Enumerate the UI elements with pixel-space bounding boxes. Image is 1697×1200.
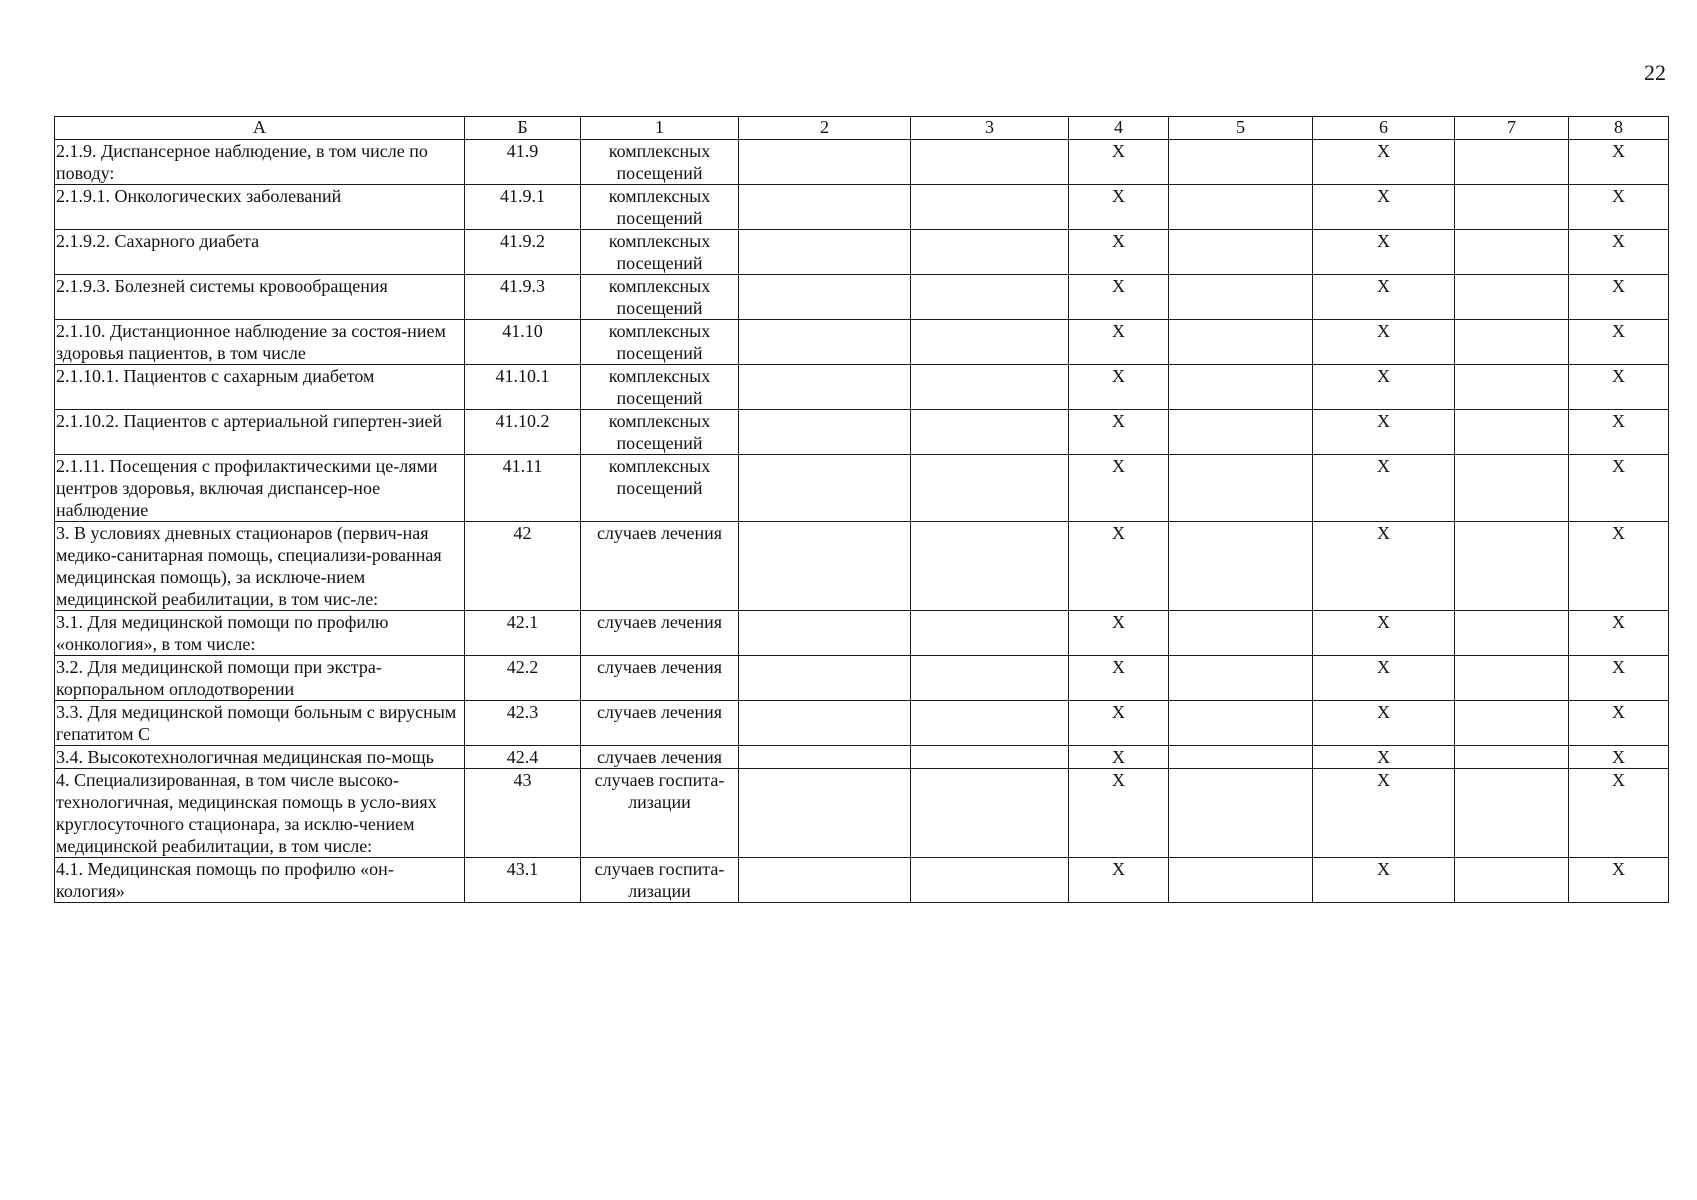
row-col7-cell [1455, 746, 1569, 769]
row-col3-cell [911, 611, 1069, 656]
row-col2-cell [739, 275, 911, 320]
row-col2-cell [739, 140, 911, 185]
table-row [55, 320, 1669, 365]
row-name-cell: 2.1.9. Диспансерное наблюдение, в том числе по поводу: [55, 140, 465, 185]
row-col8-cell: Х [1569, 275, 1669, 320]
row-col8-cell: Х [1569, 455, 1669, 522]
row-col8-cell: Х [1569, 185, 1669, 230]
row-col3-cell [911, 858, 1069, 903]
table-row [55, 365, 1669, 410]
row-code-cell: 42.1 [465, 611, 581, 656]
row-col5-cell [1169, 275, 1313, 320]
row-name-cell: 2.1.9.1. Онкологических заболеваний [55, 185, 465, 230]
row-col7-cell [1455, 701, 1569, 746]
row-col4-cell: Х [1069, 455, 1169, 522]
row-col2-cell [739, 410, 911, 455]
row-col2-cell [739, 746, 911, 769]
row-col5-cell [1169, 701, 1313, 746]
row-unit-cell: комплексных посещений [581, 140, 739, 185]
row-col4-cell: Х [1069, 858, 1169, 903]
row-col3-cell [911, 365, 1069, 410]
row-col3-cell [911, 522, 1069, 611]
row-unit-cell: случаев госпита-лизации [581, 769, 739, 858]
table-row [55, 522, 1669, 611]
row-col7-cell [1455, 275, 1569, 320]
row-col2-cell [739, 320, 911, 365]
row-code-cell: 42.2 [465, 656, 581, 701]
row-code-cell: 43 [465, 769, 581, 858]
row-name-cell: 2.1.11. Посещения с профилактическими це-лями центров здоровья, включая диспансер-ное наблюдение [55, 455, 465, 522]
row-col2-cell [739, 185, 911, 230]
row-col6-cell: Х [1313, 230, 1455, 275]
row-col6-cell: Х [1313, 701, 1455, 746]
row-col7-cell [1455, 522, 1569, 611]
row-col7-cell [1455, 320, 1569, 365]
data-table [54, 116, 1669, 903]
row-col6-cell: Х [1313, 522, 1455, 611]
row-col4-cell: Х [1069, 230, 1169, 275]
row-code-cell: 41.10.2 [465, 410, 581, 455]
row-name-cell: 3. В условиях дневных стационаров (первич-ная медико-санитарная помощь, специализи-рованная медицинская помощь), за исключе-нием медицинской реабилитации, в том чис-ле: [55, 522, 465, 611]
table-row [55, 611, 1669, 656]
row-col4-cell: Х [1069, 140, 1169, 185]
row-code-cell: 41.9 [465, 140, 581, 185]
row-col7-cell [1455, 410, 1569, 455]
row-col8-cell: Х [1569, 611, 1669, 656]
row-col6-cell: Х [1313, 858, 1455, 903]
column-header-2: 2 [739, 117, 911, 140]
row-unit-cell: случаев лечения [581, 746, 739, 769]
row-col6-cell: Х [1313, 455, 1455, 522]
row-unit-cell: случаев госпита-лизации [581, 858, 739, 903]
column-header-4: 4 [1069, 117, 1169, 140]
row-code-cell: 41.9.1 [465, 185, 581, 230]
row-col3-cell [911, 410, 1069, 455]
row-col8-cell: Х [1569, 320, 1669, 365]
row-col5-cell [1169, 320, 1313, 365]
row-col2-cell [739, 365, 911, 410]
row-col5-cell [1169, 230, 1313, 275]
row-name-cell: 4.1. Медицинская помощь по профилю «он-кология» [55, 858, 465, 903]
row-unit-cell: комплексных посещений [581, 320, 739, 365]
row-col4-cell: Х [1069, 611, 1169, 656]
row-col3-cell [911, 140, 1069, 185]
row-col5-cell [1169, 746, 1313, 769]
row-col4-cell: Х [1069, 701, 1169, 746]
row-col7-cell [1455, 455, 1569, 522]
row-col5-cell [1169, 769, 1313, 858]
row-col2-cell [739, 769, 911, 858]
row-unit-cell: комплексных посещений [581, 185, 739, 230]
column-header-a: А [55, 117, 465, 140]
row-col6-cell: Х [1313, 656, 1455, 701]
row-name-cell: 3.4. Высокотехнологичная медицинская по-мощь [55, 746, 465, 769]
row-col5-cell [1169, 611, 1313, 656]
row-code-cell: 41.10 [465, 320, 581, 365]
table-row [55, 185, 1669, 230]
row-name-cell: 2.1.10.2. Пациентов с артериальной гипертен-зией [55, 410, 465, 455]
row-col7-cell [1455, 185, 1569, 230]
row-col3-cell [911, 275, 1069, 320]
row-code-cell: 42.4 [465, 746, 581, 769]
row-col4-cell: Х [1069, 656, 1169, 701]
row-col3-cell [911, 701, 1069, 746]
row-col8-cell: Х [1569, 365, 1669, 410]
row-col6-cell: Х [1313, 185, 1455, 230]
row-col4-cell: Х [1069, 769, 1169, 858]
row-col5-cell [1169, 522, 1313, 611]
row-code-cell: 41.11 [465, 455, 581, 522]
row-col6-cell: Х [1313, 320, 1455, 365]
column-header-6: 6 [1313, 117, 1455, 140]
row-col8-cell: Х [1569, 858, 1669, 903]
row-col5-cell [1169, 656, 1313, 701]
row-col6-cell: Х [1313, 275, 1455, 320]
row-col8-cell: Х [1569, 701, 1669, 746]
row-name-cell: 3.2. Для медицинской помощи при экстра-корпоральном оплодотворении [55, 656, 465, 701]
column-header-1: 1 [581, 117, 739, 140]
table-row [55, 769, 1669, 858]
row-name-cell: 2.1.10.1. Пациентов с сахарным диабетом [55, 365, 465, 410]
column-header-5: 5 [1169, 117, 1313, 140]
header-row [55, 117, 1669, 140]
row-col4-cell: Х [1069, 522, 1169, 611]
table-row [55, 455, 1669, 522]
row-col6-cell: Х [1313, 410, 1455, 455]
row-unit-cell: случаев лечения [581, 656, 739, 701]
table-row [55, 410, 1669, 455]
row-col7-cell [1455, 365, 1569, 410]
row-unit-cell: случаев лечения [581, 611, 739, 656]
row-name-cell: 2.1.9.3. Болезней системы кровообращения [55, 275, 465, 320]
row-col2-cell [739, 230, 911, 275]
row-unit-cell: случаев лечения [581, 701, 739, 746]
row-code-cell: 42.3 [465, 701, 581, 746]
column-header-8: 8 [1569, 117, 1669, 140]
row-col6-cell: Х [1313, 746, 1455, 769]
page-number: 22 [1644, 60, 1666, 85]
column-header-3: 3 [911, 117, 1069, 140]
row-unit-cell: комплексных посещений [581, 455, 739, 522]
table-row [55, 230, 1669, 275]
row-col6-cell: Х [1313, 365, 1455, 410]
table-row [55, 858, 1669, 903]
row-col5-cell [1169, 858, 1313, 903]
row-col7-cell [1455, 230, 1569, 275]
row-col5-cell [1169, 410, 1313, 455]
row-code-cell: 43.1 [465, 858, 581, 903]
table-row [55, 140, 1669, 185]
row-col3-cell [911, 230, 1069, 275]
row-name-cell: 3.1. Для медицинской помощи по профилю «онкология», в том числе: [55, 611, 465, 656]
row-col7-cell [1455, 611, 1569, 656]
row-col8-cell: Х [1569, 410, 1669, 455]
row-col8-cell: Х [1569, 522, 1669, 611]
table-row [55, 746, 1669, 769]
row-unit-cell: комплексных посещений [581, 410, 739, 455]
row-col4-cell: Х [1069, 185, 1169, 230]
row-unit-cell: комплексных посещений [581, 230, 739, 275]
row-code-cell: 41.9.2 [465, 230, 581, 275]
row-unit-cell: комплексных посещений [581, 365, 739, 410]
row-col4-cell: Х [1069, 365, 1169, 410]
row-name-cell: 3.3. Для медицинской помощи больным с вирусным гепатитом С [55, 701, 465, 746]
row-col8-cell: Х [1569, 769, 1669, 858]
row-name-cell: 2.1.10. Дистанционное наблюдение за состоя-нием здоровья пациентов, в том числе [55, 320, 465, 365]
row-col3-cell [911, 656, 1069, 701]
row-col8-cell: Х [1569, 140, 1669, 185]
row-unit-cell: случаев лечения [581, 522, 739, 611]
row-col4-cell: Х [1069, 410, 1169, 455]
row-col4-cell: Х [1069, 320, 1169, 365]
row-col3-cell [911, 455, 1069, 522]
row-col6-cell: Х [1313, 140, 1455, 185]
row-col5-cell [1169, 185, 1313, 230]
row-name-cell: 2.1.9.2. Сахарного диабета [55, 230, 465, 275]
table-row [55, 656, 1669, 701]
row-col6-cell: Х [1313, 611, 1455, 656]
row-code-cell: 42 [465, 522, 581, 611]
row-col3-cell [911, 769, 1069, 858]
row-col8-cell: Х [1569, 746, 1669, 769]
row-col2-cell [739, 611, 911, 656]
column-header-7: 7 [1455, 117, 1569, 140]
row-col3-cell [911, 746, 1069, 769]
row-col2-cell [739, 701, 911, 746]
row-col2-cell [739, 656, 911, 701]
table-row [55, 701, 1669, 746]
row-col3-cell [911, 320, 1069, 365]
row-col7-cell [1455, 858, 1569, 903]
row-col5-cell [1169, 140, 1313, 185]
row-col2-cell [739, 858, 911, 903]
column-header-b: Б [465, 117, 581, 140]
row-code-cell: 41.10.1 [465, 365, 581, 410]
row-code-cell: 41.9.3 [465, 275, 581, 320]
row-col7-cell [1455, 769, 1569, 858]
row-col3-cell [911, 185, 1069, 230]
row-col8-cell: Х [1569, 656, 1669, 701]
row-name-cell: 4. Специализированная, в том числе высоко-технологичная, медицинская помощь в усло-виях круглосуточного стационара, за исклю-чением медицинской реабилитации, в том числе: [55, 769, 465, 858]
row-col5-cell [1169, 455, 1313, 522]
row-col2-cell [739, 455, 911, 522]
table-row [55, 275, 1669, 320]
row-col2-cell [739, 522, 911, 611]
row-unit-cell: комплексных посещений [581, 275, 739, 320]
table-body [55, 140, 1669, 903]
row-col7-cell [1455, 140, 1569, 185]
row-col4-cell: Х [1069, 275, 1169, 320]
row-col6-cell: Х [1313, 769, 1455, 858]
row-col5-cell [1169, 365, 1313, 410]
row-col4-cell: Х [1069, 746, 1169, 769]
row-col7-cell [1455, 656, 1569, 701]
row-col8-cell: Х [1569, 230, 1669, 275]
